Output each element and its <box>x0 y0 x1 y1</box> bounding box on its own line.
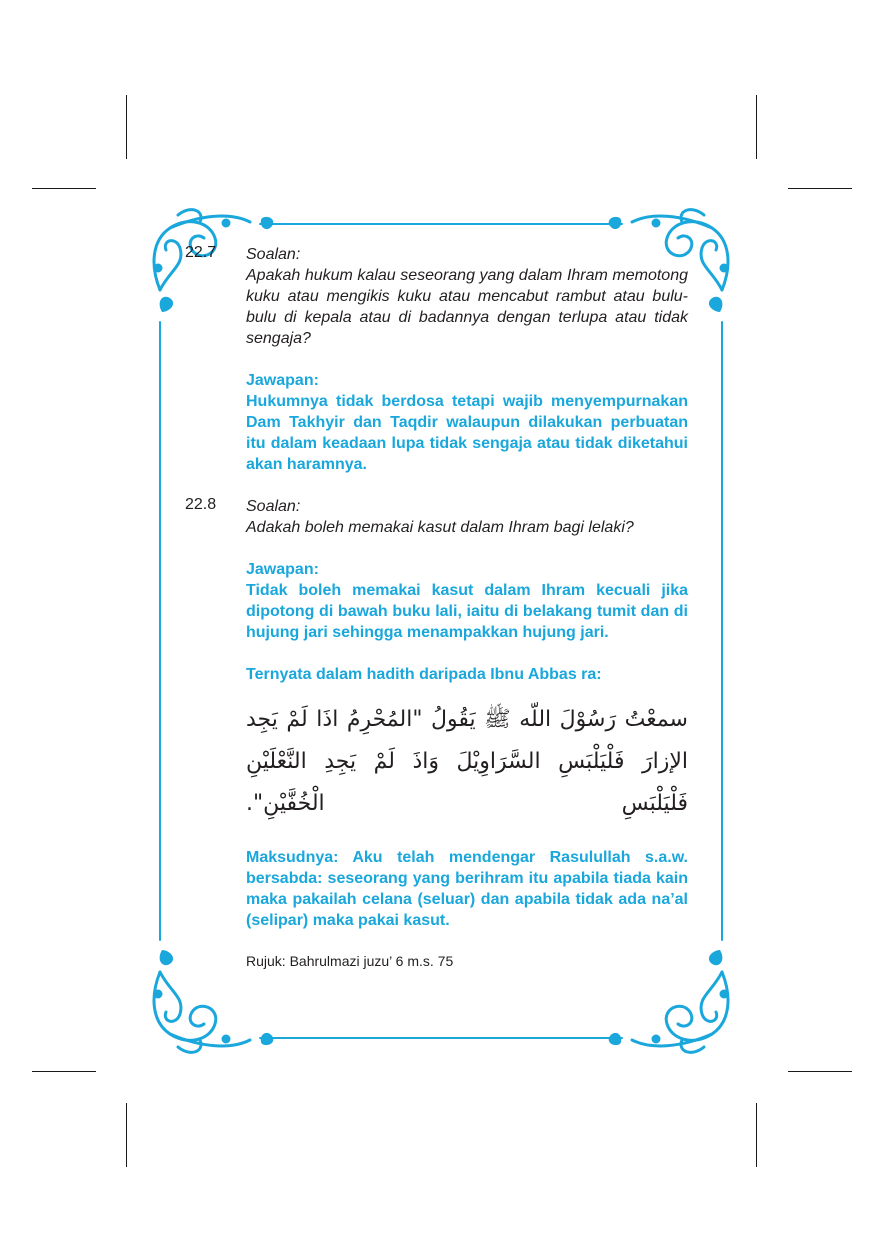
reference-text: Rujuk: Bahrulmazi juzu’ 6 m.s. 75 <box>246 953 454 969</box>
question-label: Soalan: <box>246 246 301 263</box>
qa-item-22-7 <box>185 244 688 475</box>
question-text: Adakah boleh memakai kasut dalam Ihram bagi lelaki? <box>246 519 634 536</box>
question-text: Apakah hukum kalau seseorang yang dalam Ihram memotong kuku atau mengikis kuku atau mencabut rambut atau bulu-bulu di kepala atau di badannya dengan terlupa atau tidak sengaja? <box>246 267 688 347</box>
meaning-text: Maksudnya: Aku telah mendengar Rasulullah s.a.w. bersabda: seseorang yang berihram itu apabila tiada kain maka pakailah celana (seluar) dan apabila tidak ada na’al (selipar) maka pakai kasut. <box>246 849 688 929</box>
qa-item-22-8 <box>185 496 688 969</box>
item-number: 22.8 <box>185 496 217 513</box>
hadith-intro: Ternyata dalam hadith daripada Ibnu Abbas ra: <box>246 666 602 683</box>
arabic-hadith-text: سمعْتُ رَسُوْلَ اللّه ﷺ يَقُولُ "المُحْرِمُ اذَا لَمْ يَجِد الإزارَ فَلْيَلْبَسِ السَّرَاوِيْلَ وَاذَ لَمْ يَجِدِ النَّعْلَيْنِ فَلْيَلْبَسِ الْخُفَّيْنِ". <box>246 707 688 816</box>
spacer <box>185 475 688 496</box>
item-number: 22.7 <box>185 244 217 261</box>
qa-content <box>185 244 688 969</box>
answer-text: Hukumnya tidak berdosa tetapi wajib menyempurnakan Dam Takhyir dan Taqdir walaupun dilakukan perbuatan itu dalam keadaan lupa tidak sengaja atau tidak diketahui akan haramnya. <box>246 393 688 473</box>
question-label: Soalan: <box>246 498 301 515</box>
answer-label: Jawapan: <box>246 561 319 578</box>
answer-text: Tidak boleh memakai kasut dalam Ihram kecuali jika dipotong di bawah buku lali, iaitu di belakang tumit dan di hujung jari sehingga menampakkan hujung jari. <box>246 582 688 641</box>
answer-label: Jawapan: <box>246 372 319 389</box>
